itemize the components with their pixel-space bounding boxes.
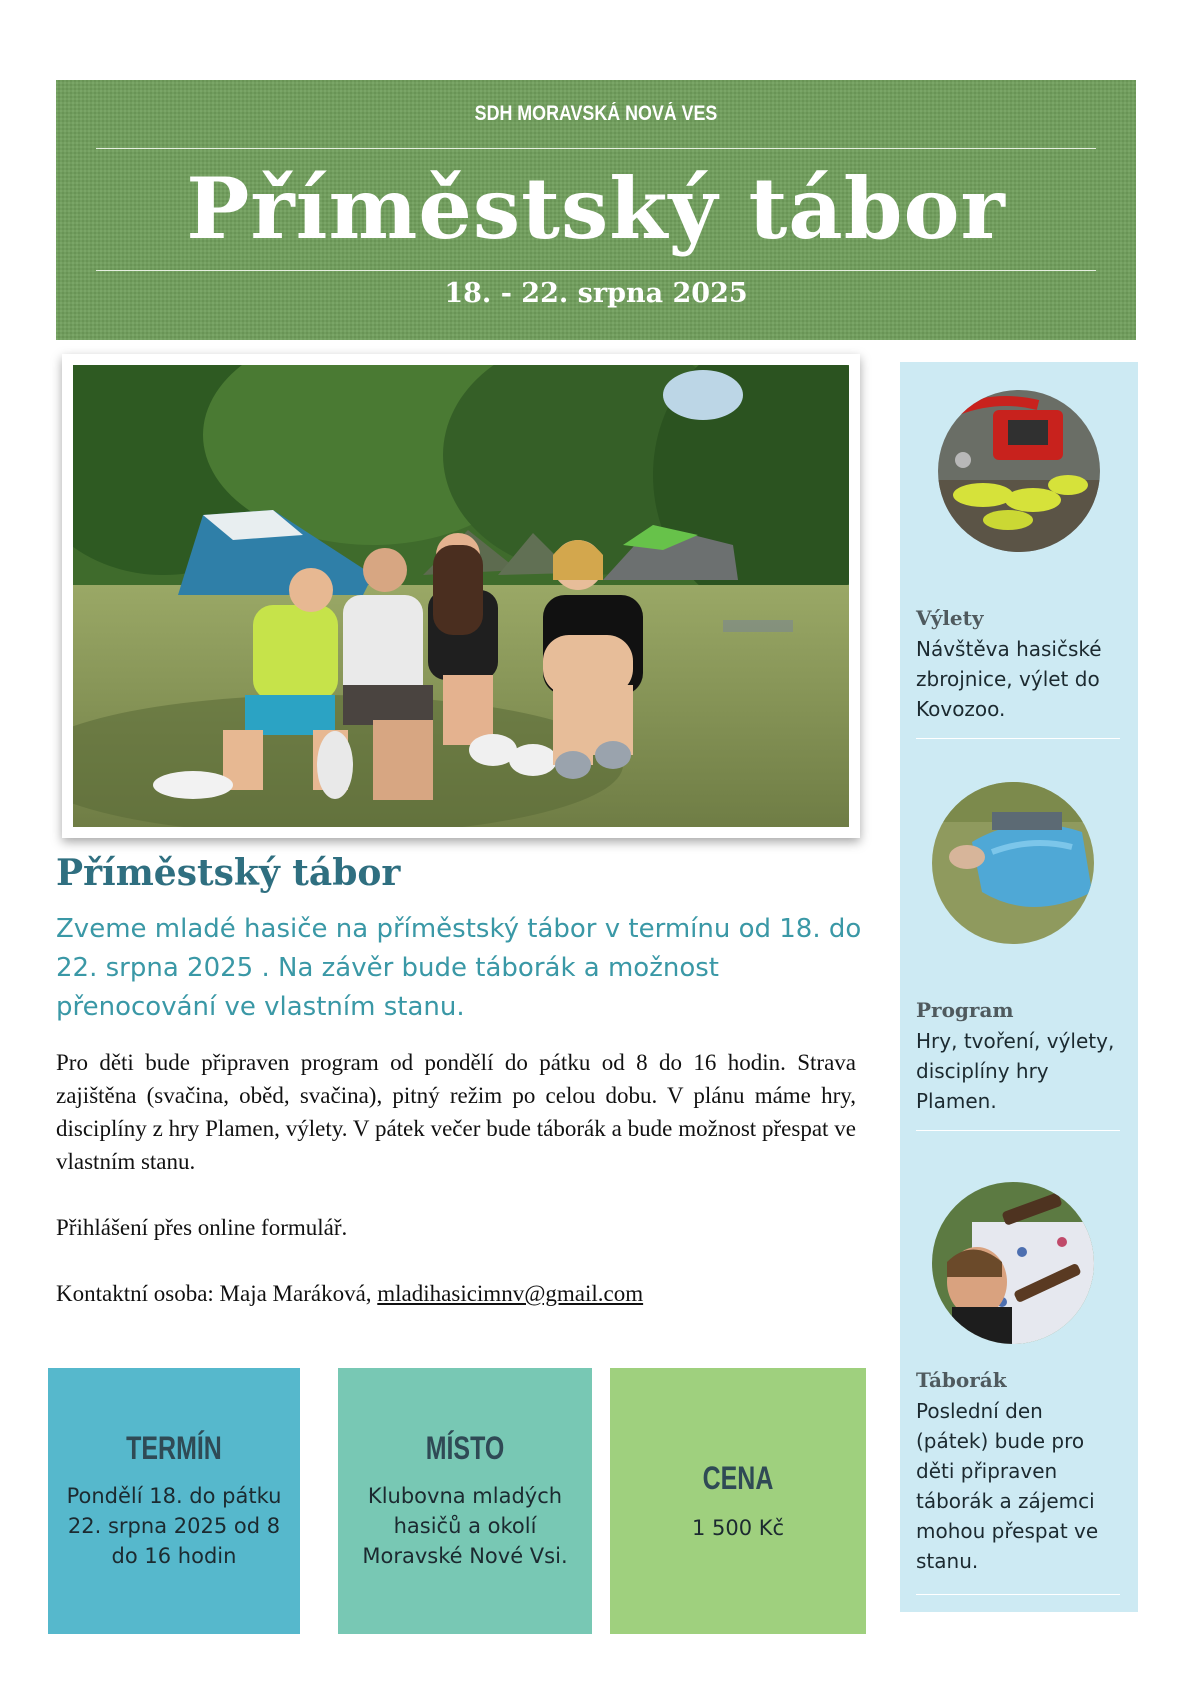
organization-name: SDH MORAVSKÁ NOVÁ VES — [474, 102, 718, 125]
article-body — [56, 1046, 856, 1310]
info-box-cena — [610, 1368, 866, 1634]
sidebar-divider — [916, 1130, 1120, 1131]
sidebar-divider — [916, 1594, 1120, 1595]
campfire-activity-photo — [932, 1182, 1094, 1344]
camp-group-photo — [73, 365, 849, 827]
sidebar-title-vylety: Výlety — [916, 606, 984, 630]
sidebar-divider — [916, 738, 1120, 739]
fire-equipment-photo — [938, 390, 1100, 552]
contact-label: Kontaktní osoba: Maja Maráková, — [56, 1281, 378, 1306]
info-box-text: Klubovna mladých hasičů a okolí Moravské Nové Vsi. — [362, 1484, 568, 1568]
info-box-title: MÍSTO — [425, 1430, 505, 1466]
sleeping-bag-photo — [932, 782, 1094, 944]
info-box-text: 1 500 Kč — [691, 1516, 785, 1540]
registration-paragraph: Přihlášení přes online formulář. — [56, 1215, 348, 1240]
sidebar-title-taborak: Táborák — [916, 1368, 1007, 1392]
info-box-misto — [338, 1368, 592, 1634]
sidebar-text-taborak: Poslední den (pátek) bude pro děti připraven táborák a zájemci mohou přespat ve stanu. — [916, 1399, 1099, 1573]
info-box-title: CENA — [702, 1460, 774, 1496]
sidebar-title-program: Program — [916, 998, 1014, 1022]
article-heading: Příměstský tábor — [56, 852, 401, 894]
sidebar-text-vylety: Návštěva hasičské zbrojnice, výlet do Kovozoo. — [916, 637, 1102, 721]
banner-dates: 18. - 22. srpna 2025 — [444, 278, 748, 309]
program-paragraph: Pro děti bude připraven program od pondělí do pátku od 8 do 16 hodin. Strava zajištěna (svačina, oběd, svačina), pitný režim po celou dobu. V plánu máme hry, disciplíny z hry Plamen, výlety. V pátek večer bude táborák a bude možnost přespat ve vlastním stanu. — [56, 1050, 856, 1174]
contact-email-link[interactable]: mladihasicimnv@gmail.com — [377, 1281, 644, 1306]
banner-divider-top — [96, 148, 1096, 149]
info-box-termin — [48, 1368, 300, 1634]
sidebar-text-program: Hry, tvoření, výlety, disciplíny hry Plamen. — [916, 1029, 1115, 1113]
main-photo-frame — [62, 354, 860, 838]
info-box-title: TERMÍN — [126, 1430, 222, 1466]
banner-title: Příměstský tábor — [186, 159, 1006, 258]
info-box-text: Pondělí 18. do pátku 22. srpna 2025 od 8 do 16 hodin — [66, 1484, 282, 1568]
article-lead: Zveme mladé hasiče na příměstský tábor v termínu od 18. do 22. srpna 2025 . Na závěr bude táborák a možnost přenocování ve vlastním stanu. — [56, 914, 862, 1022]
banner-divider-bottom — [96, 270, 1096, 271]
sidebar — [900, 362, 1138, 1612]
header-banner — [56, 80, 1136, 340]
contact-paragraph — [56, 1277, 856, 1310]
